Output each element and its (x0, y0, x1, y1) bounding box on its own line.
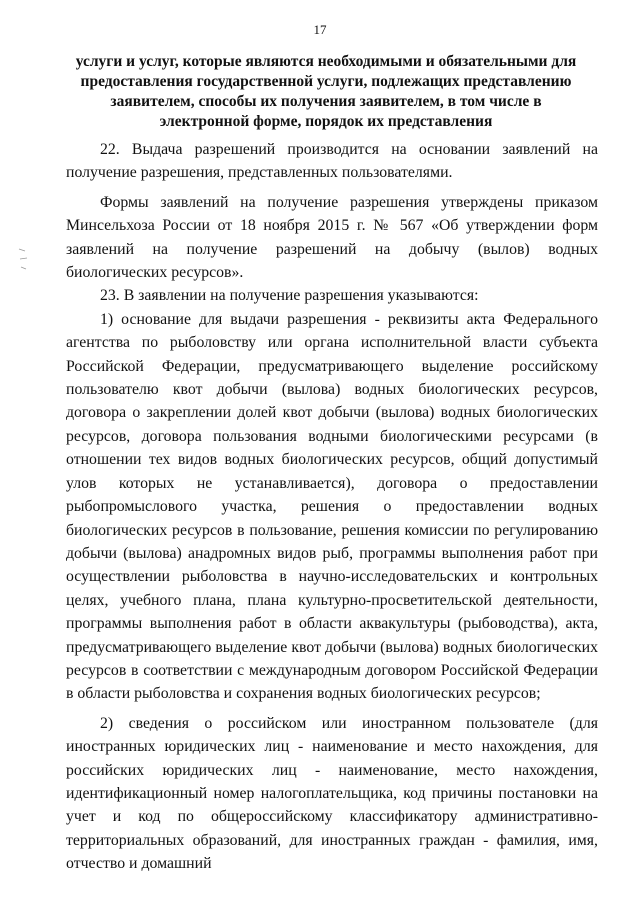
page-number: 17 (313, 22, 327, 37)
list-item-2: 2) сведения о российском или иностранном пользователе (для иностранных юридических лиц - наименование и место нахождения, для российских юридических лиц - наименование, место нахождения, идентификационный номер налогоплательщика, код причины постановки на учет и код по общероссийскому классификатору административно-территориальных образований, для иностранных граждан - фамилия, имя, отчество и домашний (66, 714, 598, 873)
document-body (66, 138, 598, 876)
paragraph-forms: Формы заявлений на получение разрешения утверждены приказом Минсельхоза России от 18 ноября 2015 г. № 567 «Об утверждении форм заявлений на получение разрешений на добычу (вылов) водных биологических ресурсов». (66, 193, 598, 282)
section-heading: услуги и услуг, которые являются необходимыми и обязательными для предоставления государственной услуги, подлежащих представлению заявителем, способы их получения заявителем, в том числе в электронной форме, порядок их представления (75, 53, 577, 130)
scan-artifact-icon (16, 245, 32, 275)
scan-margin-mark (16, 245, 32, 275)
list-item-1: 1) основание для выдачи разрешения - реквизиты акта Федерального агентства по рыболовству или органа исполнительной власти субъекта Российской Федерации, предусматривающего выделение российскому пользователю квот добычи (вылова) водных биологических ресурсов, договора о закреплении долей квот добычи (вылова) водных биологических ресурсов, договора пользования водными биологическими ресурсами (в отношении тех видов водных биологических ресурсов, общий допустимый улов которых не устанавливается), договора о предоставлении рыбопромыслового участка, решения о предоставлении водных биологических ресурсов в пользование, решения комиссии по регулированию добычи (вылова) анадромных видов рыб, программы выполнения работ при осуществлении рыболовства в научно-исследовательских и контрольных целях, учебного плана, плана культурно-просветительской деятельности, программы выполнения работ в области аквакультуры (рыбоводства), акта, предусматривающего выделение квот добычи (вылова) водных биологических ресурсов в соответствии с международным договором Российской Федерации в области рыболовства и сохранения водных биологических ресурсов; (66, 310, 598, 703)
paragraph-22: 22. Выдача разрешений производится на основании заявлений на получение разрешения, представленных пользователями. (66, 141, 598, 182)
paragraph-23: 23. В заявлении на получение разрешения указываются: (100, 287, 479, 305)
